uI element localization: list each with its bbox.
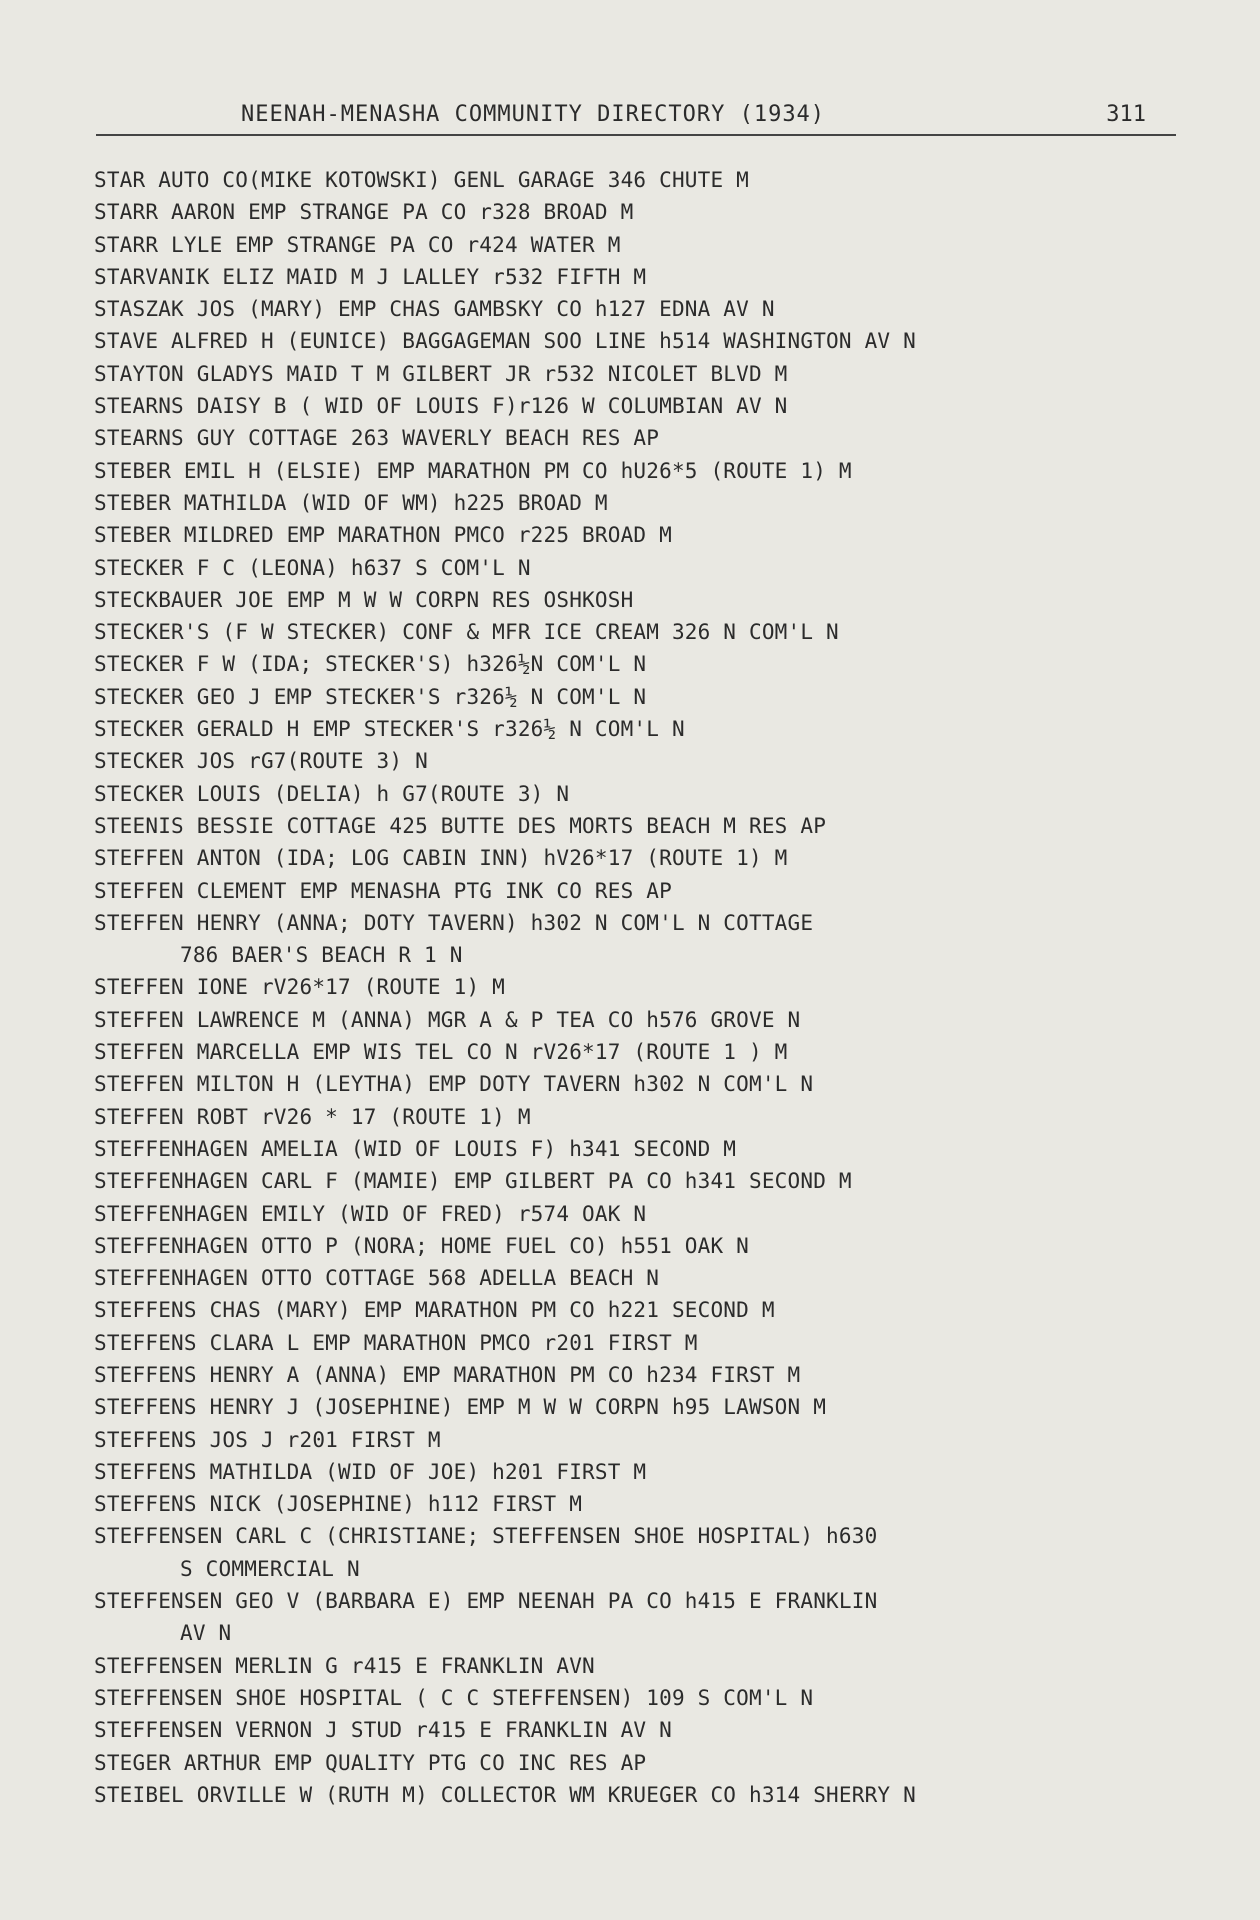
directory-entry: STEFFEN CLEMENT EMP MENASHA PTG INK CO RES AP [94, 878, 672, 903]
directory-entry: STEGER ARTHUR EMP QUALITY PTG CO INC RES AP [94, 1750, 647, 1775]
directory-entry: STECKER GEO J EMP STECKER'S r326½ N COM'L N [94, 684, 647, 709]
directory-entry: STECKBAUER JOE EMP M W W CORPN RES OSHKOSH [94, 587, 634, 612]
directory-entry: STECKER LOUIS (DELIA) h G7(ROUTE 3) N [94, 781, 570, 806]
directory-entries [94, 164, 1214, 1811]
directory-entry: STASZAK JOS (MARY) EMP CHAS GAMBSKY CO h127 EDNA AV N [94, 297, 775, 322]
directory-entry: STEFFENSEN VERNON J STUD r415 E FRANKLIN AV N [94, 1718, 672, 1743]
directory-entry: STECKER'S (F W STECKER) CONF & MFR ICE CREAM 326 N COM'L N [94, 620, 839, 645]
directory-entry: STEFFENS HENRY A (ANNA) EMP MARATHON PM CO h234 FIRST M [94, 1362, 801, 1387]
directory-entry: STARVANIK ELIZ MAID M J LALLEY r532 FIFTH M [94, 264, 647, 289]
directory-entry: STEFFEN MILTON H (LEYTHA) EMP DOTY TAVERN h302 N COM'L N [94, 1072, 814, 1097]
directory-entry: STEARNS DAISY B ( WID OF LOUIS F)r126 W COLUMBIAN AV N [94, 394, 788, 419]
directory-entry: STEFFEN ROBT rV26 * 17 (ROUTE 1) M [94, 1104, 531, 1129]
directory-entry: STEIBEL ORVILLE W (RUTH M) COLLECTOR WM KRUEGER CO h314 SHERRY N [94, 1782, 916, 1807]
directory-entry: STAYTON GLADYS MAID T M GILBERT JR r532 NICOLET BLVD M [94, 361, 788, 386]
directory-entry: STEFFENHAGEN AMELIA (WID OF LOUIS F) h341 SECOND M [94, 1136, 737, 1161]
directory-entry: STECKER GERALD H EMP STECKER'S r326½ N COM'L N [94, 717, 685, 742]
directory-entry: STEFFEN LAWRENCE M (ANNA) MGR A & P TEA CO h576 GROVE N [94, 1007, 801, 1032]
directory-entry: STEFFEN MARCELLA EMP WIS TEL CO N rV26*17 (ROUTE 1 ) M [94, 1040, 788, 1065]
directory-entry: STEFFENS CHAS (MARY) EMP MARATHON PM CO h221 SECOND M [94, 1298, 775, 1323]
directory-entry: STEFFENSEN CARL C (CHRISTIANE; STEFFENSEN SHOE HOSPITAL) h630 [94, 1524, 878, 1549]
directory-entry: STECKER F C (LEONA) h637 S COM'L N [94, 555, 531, 580]
page-number: 311 [1106, 102, 1146, 127]
directory-entry: STEBER MILDRED EMP MARATHON PMCO r225 BROAD M [94, 523, 672, 548]
page-header [96, 100, 1176, 136]
directory-entry-continuation: S COMMERCIAL N [180, 1556, 360, 1581]
directory-entry: STEFFENHAGEN CARL F (MAMIE) EMP GILBERT PA CO h341 SECOND M [94, 1169, 852, 1194]
directory-title: NEENAH-MENASHA COMMUNITY DIRECTORY (1934) [241, 102, 826, 127]
directory-entry: STARR AARON EMP STRANGE PA CO r328 BROAD M [94, 200, 634, 225]
directory-entry: STECKER F W (IDA; STECKER'S) h326½N COM'L N [94, 652, 647, 677]
directory-entry-continuation: AV N [180, 1621, 232, 1646]
directory-entry: STEFFENSEN SHOE HOSPITAL ( C C STEFFENSEN) 109 S COM'L N [94, 1685, 814, 1710]
directory-entry: STEFFENSEN GEO V (BARBARA E) EMP NEENAH PA CO h415 E FRANKLIN [94, 1589, 878, 1614]
directory-entry: STEFFENHAGEN EMILY (WID OF FRED) r574 OAK N [94, 1201, 647, 1226]
directory-entry: STEFFENS NICK (JOSEPHINE) h112 FIRST M [94, 1492, 583, 1517]
directory-entry: STEARNS GUY COTTAGE 263 WAVERLY BEACH RES AP [94, 426, 660, 451]
directory-entry: STAR AUTO CO(MIKE KOTOWSKI) GENL GARAGE 346 CHUTE M [94, 168, 749, 192]
directory-entry: STECKER JOS rG7(ROUTE 3) N [94, 749, 428, 774]
directory-entry: STEBER EMIL H (ELSIE) EMP MARATHON PM CO hU26*5 (ROUTE 1) M [94, 458, 852, 483]
directory-entry: STEFFENSEN MERLIN G r415 E FRANKLIN AVN [94, 1653, 595, 1678]
directory-entry: STEFFEN ANTON (IDA; LOG CABIN INN) hV26*17 (ROUTE 1) M [94, 846, 788, 871]
directory-entry: STEFFEN IONE rV26*17 (ROUTE 1) M [94, 975, 505, 1000]
directory-entry: STEFFENHAGEN OTTO P (NORA; HOME FUEL CO) h551 OAK N [94, 1233, 749, 1258]
directory-entry: STEFFENS JOS J r201 FIRST M [94, 1427, 441, 1452]
directory-entry: STEENIS BESSIE COTTAGE 425 BUTTE DES MORTS BEACH M RES AP [94, 813, 827, 838]
directory-entry: STEFFENHAGEN OTTO COTTAGE 568 ADELLA BEACH N [94, 1266, 660, 1291]
directory-entry-continuation: 786 BAER'S BEACH R 1 N [180, 943, 463, 968]
directory-entry: STEFFENS MATHILDA (WID OF JOE) h201 FIRST M [94, 1459, 647, 1484]
directory-entry: STAVE ALFRED H (EUNICE) BAGGAGEMAN SOO LINE h514 WASHINGTON AV N [94, 329, 916, 354]
directory-entry: STEBER MATHILDA (WID OF WM) h225 BROAD M [94, 490, 608, 515]
directory-entry: STEFFEN HENRY (ANNA; DOTY TAVERN) h302 N COM'L N COTTAGE [94, 910, 814, 935]
directory-entry: STEFFENS HENRY J (JOSEPHINE) EMP M W W CORPN h95 LAWSON M [94, 1395, 827, 1420]
directory-entry: STEFFENS CLARA L EMP MARATHON PMCO r201 FIRST M [94, 1330, 698, 1355]
directory-entry: STARR LYLE EMP STRANGE PA CO r424 WATER M [94, 232, 621, 257]
